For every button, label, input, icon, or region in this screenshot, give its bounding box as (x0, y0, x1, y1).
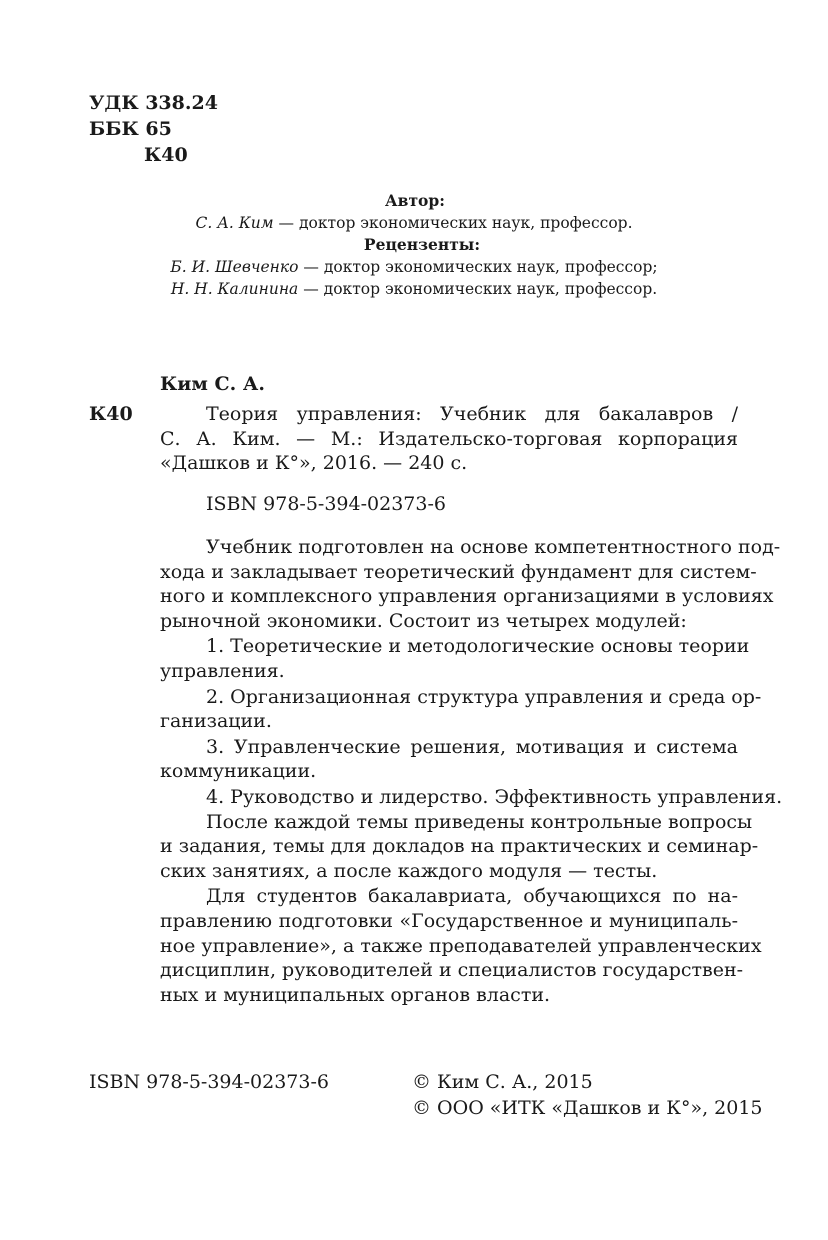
module-item (160, 735, 738, 784)
annotation-line: правлению подготовки «Государственное и муниципаль- (160, 909, 738, 932)
annotation-line: Учебник подготовлен на основе компетентностного под- (206, 536, 781, 558)
catalog-title-block (160, 402, 738, 476)
module-line: 2. Организационная структура управления и среда ор- (206, 685, 762, 708)
catalog-mark: К40 (89, 403, 133, 425)
annotation-line: Для студентов бакалавриата, обучающихся по на- (206, 885, 738, 908)
footer-isbn: ISBN 978-5-394-02373-6 (89, 1071, 329, 1093)
module-line: 3. Управленческие решения, мотивация и система (206, 735, 738, 758)
author-credit (0, 212, 828, 234)
module-line: ганизации. (160, 710, 272, 733)
module-item (160, 685, 762, 734)
annotation-line: ное управление», а также преподавателей управленческих (160, 934, 762, 957)
reviewer-description: — доктор экономических наук, профессор. (298, 280, 658, 298)
reviewer-credit (0, 278, 828, 300)
author-heading: Автор: (385, 191, 445, 210)
catalog-isbn: ISBN 978-5-394-02373-6 (206, 493, 446, 515)
reviewer-description: — доктор экономических наук, профессор; (298, 258, 658, 276)
credits-block (0, 190, 828, 300)
author-name: С. А. Ким (195, 214, 274, 232)
reviewer-name: Н. Н. Калинина (170, 280, 299, 298)
copyright-publisher: © ООО «ИТК «Дашков и К°», 2015 (412, 1097, 763, 1119)
annotation-block (160, 535, 783, 1007)
bbk-code: ББК 65 (89, 118, 172, 140)
catalog-title-line: С. А. Ким. — М.: Издательско-торговая корпорация (160, 427, 738, 450)
module-item (160, 785, 783, 810)
annotation-line: хода и закладывает теоретический фундамент для систем- (160, 560, 757, 583)
module-item (160, 634, 750, 683)
module-line: коммуникации. (160, 760, 317, 783)
annotation-after (160, 810, 759, 884)
catalog-title-line: Теория управления: Учебник для бакалавров / (206, 403, 738, 425)
module-line: управления. (160, 659, 285, 682)
annotation-line: рыночной экономики. Состоит из четырех модулей: (160, 609, 687, 632)
reviewer-credit (0, 256, 828, 278)
author-description: — доктор экономических наук, профессор. (273, 214, 633, 232)
annotation-line: и задания, темы для докладов на практических и семинар- (160, 835, 759, 858)
reviewers-heading: Рецензенты: (363, 235, 481, 254)
module-line: 4. Руководство и лидерство. Эффективность управления. (206, 785, 783, 808)
annotation-line: дисциплин, руководителей и специалистов государствен- (160, 959, 744, 982)
annotation-line: ских занятиях, а после каждого модуля — тесты. (160, 859, 658, 882)
udk-code: УДК 338.24 (89, 92, 218, 114)
annotation-line: ных и муниципальных органов власти. (160, 983, 551, 1006)
module-line: 1. Теоретические и методологические основы теории (206, 635, 750, 658)
annotation-line: После каждой темы приведены контрольные вопросы (206, 810, 753, 833)
reviewer-name: Б. И. Шевченко (170, 258, 299, 276)
annotation-intro (160, 535, 781, 633)
catalog-title-line: «Дашков и К°», 2016. — 240 с. (160, 452, 468, 475)
catalog-author: Ким С. А. (160, 373, 265, 395)
annotation-audience (160, 884, 762, 1007)
copyright-author: © Ким С. А., 2015 (412, 1071, 593, 1093)
annotation-line: ного и комплексного управления организациями в условиях (160, 585, 774, 608)
author-mark-code: К40 (144, 144, 188, 166)
